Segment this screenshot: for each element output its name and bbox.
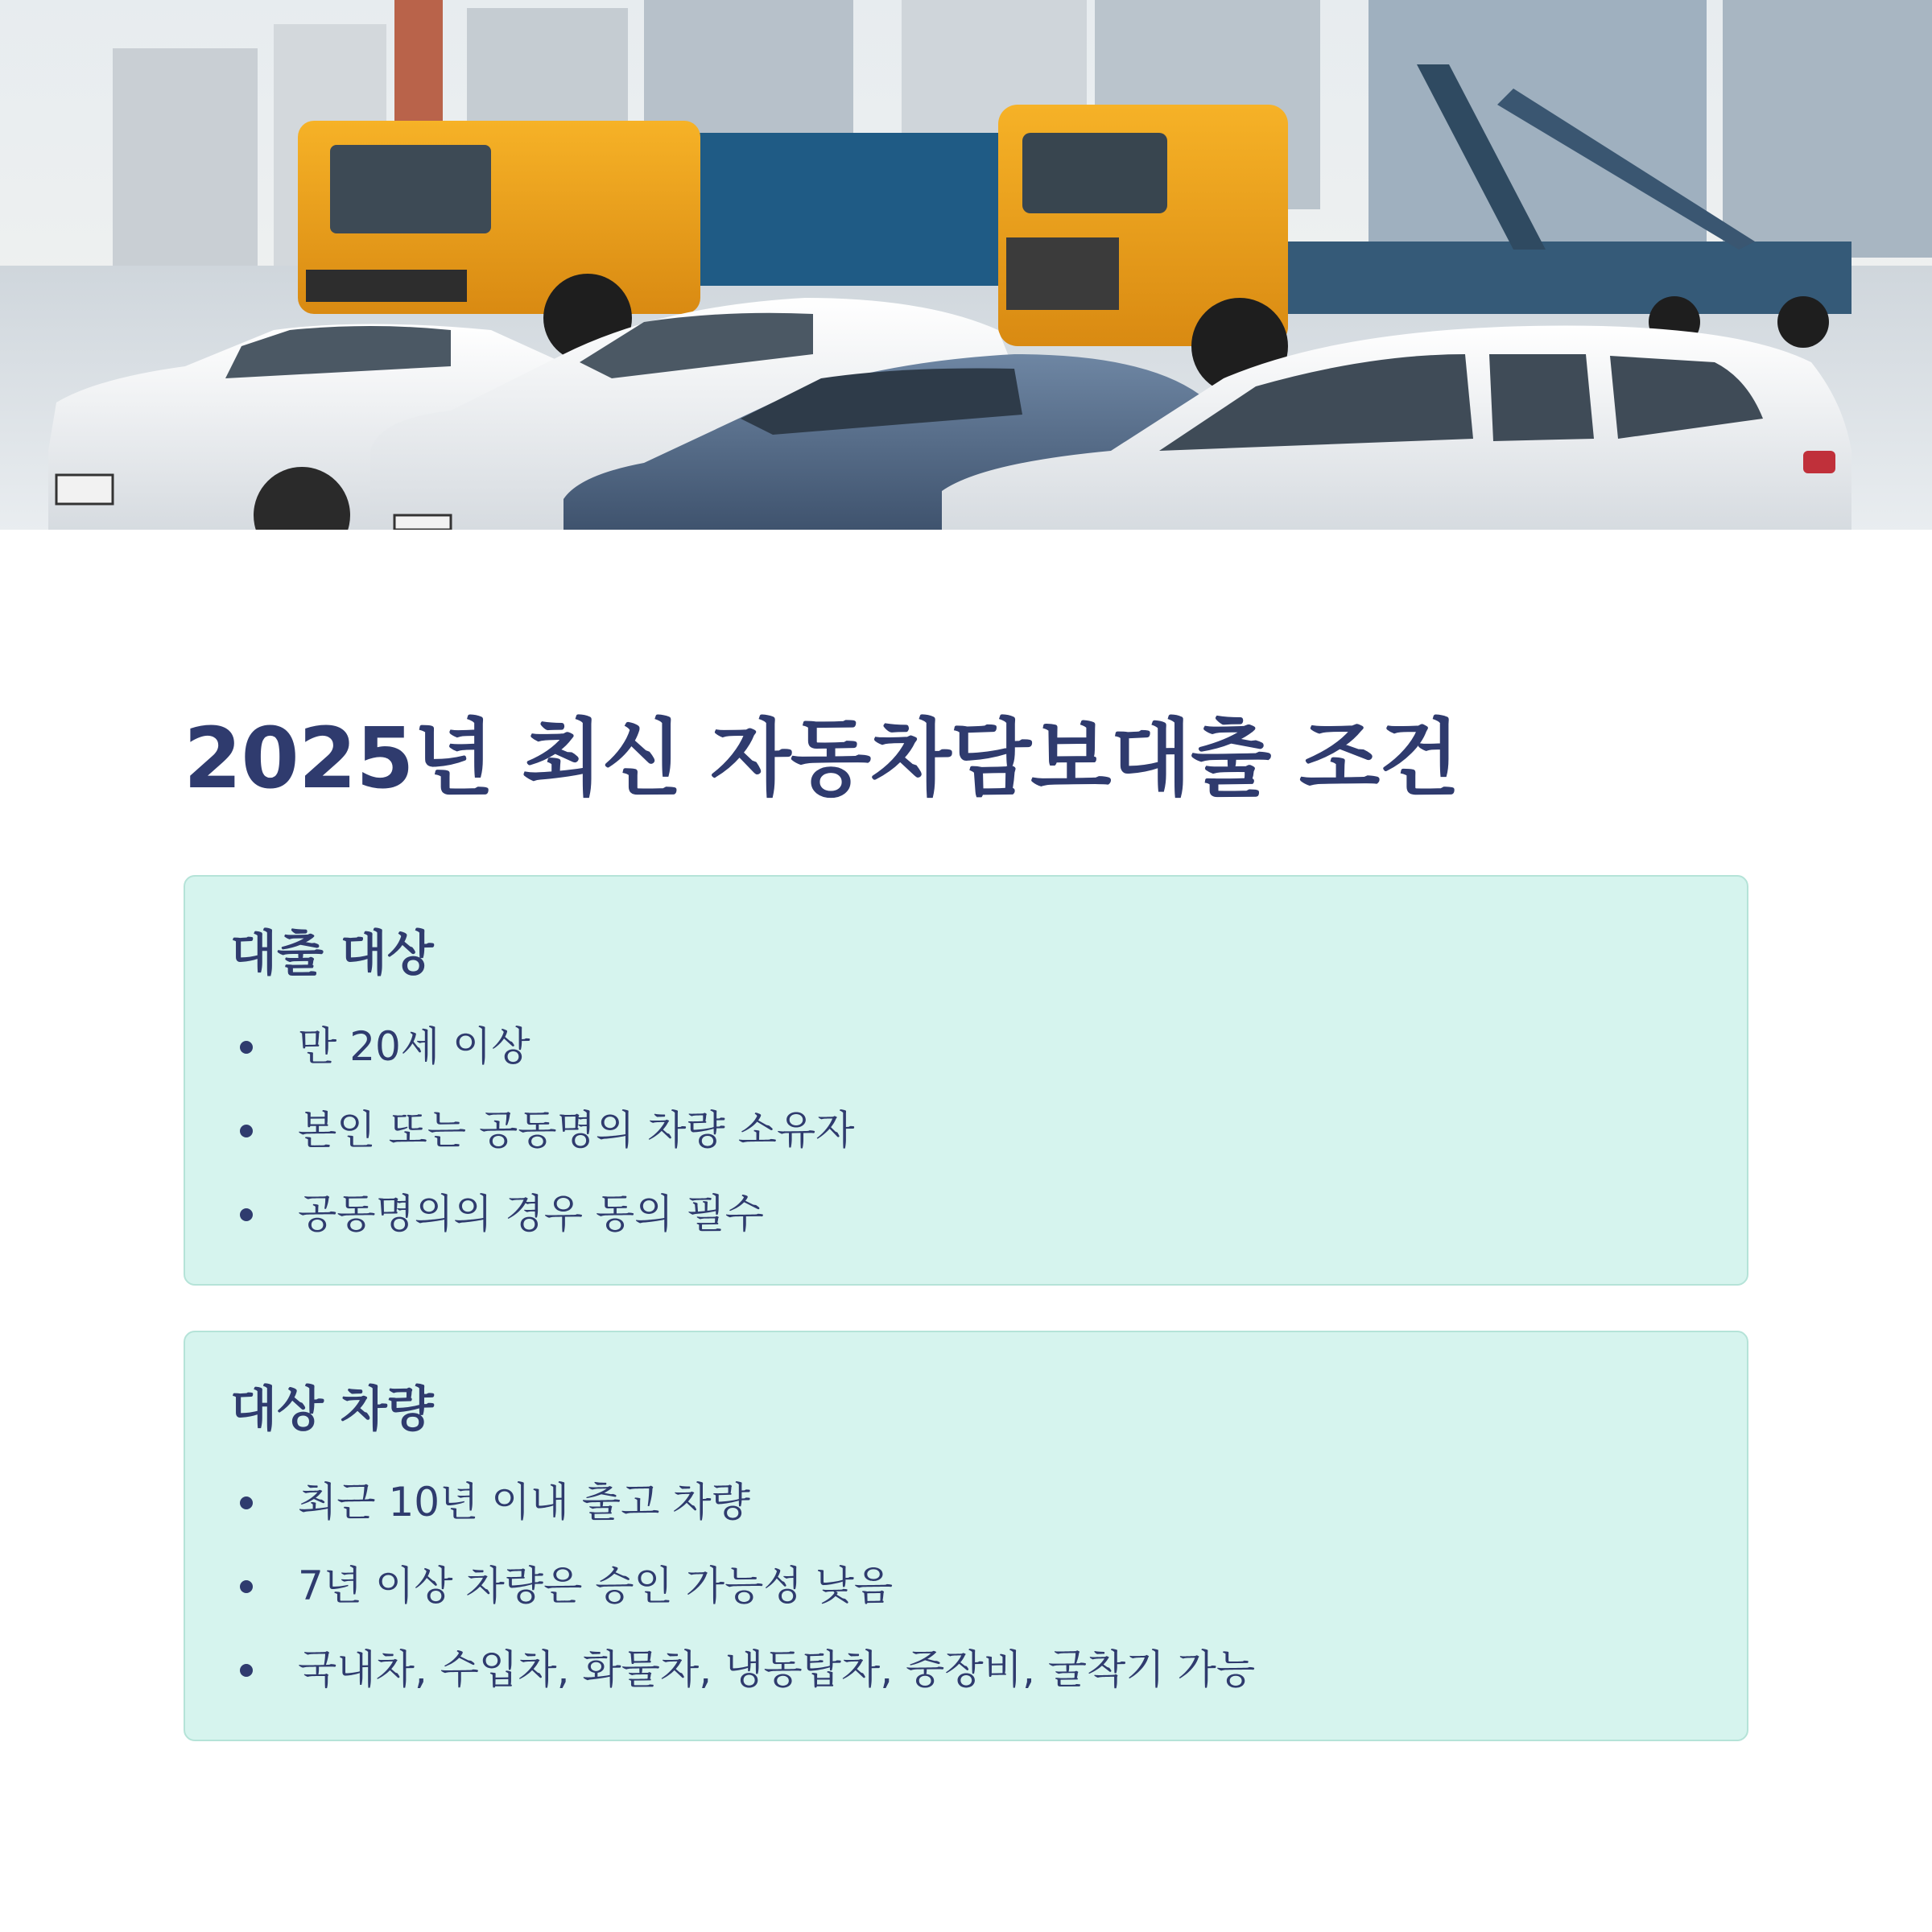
bullet-icon	[240, 1580, 253, 1593]
eligible-vehicles-card	[184, 1331, 1748, 1741]
bullet-icon	[240, 1125, 253, 1137]
bullet-icon	[240, 1208, 253, 1221]
bullet-icon	[240, 1496, 253, 1509]
loan-eligibility-card	[184, 875, 1748, 1286]
list-item-text: 국내차, 수입차, 화물차, 냉동탑차, 중장비, 굴착기 가능	[298, 1646, 1256, 1693]
list-item-text: 최근 10년 이내 출고 차량	[298, 1479, 750, 1525]
list-item-text: 본인 또는 공동명의 차량 소유자	[298, 1107, 855, 1154]
vehicles-list	[230, 1468, 1702, 1719]
list-item	[230, 1468, 1702, 1551]
bullet-icon	[240, 1664, 253, 1677]
card-heading: 대상 차량	[230, 1381, 434, 1438]
page-title: 2025년 최신 자동차담보대출 조건	[184, 709, 1459, 807]
list-item	[230, 1096, 1702, 1179]
list-item	[230, 1012, 1702, 1096]
card-heading: 대출 대상	[230, 926, 434, 982]
list-item	[230, 1551, 1702, 1635]
list-item-text: 공동명의의 경우 동의 필수	[298, 1191, 764, 1237]
bullet-icon	[240, 1041, 253, 1054]
vehicles-illustration-icon	[0, 0, 1932, 530]
list-item-text: 만 20세 이상	[298, 1023, 530, 1070]
list-item	[230, 1179, 1702, 1263]
eligibility-list	[230, 1012, 1702, 1263]
list-item	[230, 1635, 1702, 1719]
list-item-text: 7년 이상 차량은 승인 가능성 낮음	[298, 1563, 894, 1609]
hero-image	[0, 0, 1932, 530]
